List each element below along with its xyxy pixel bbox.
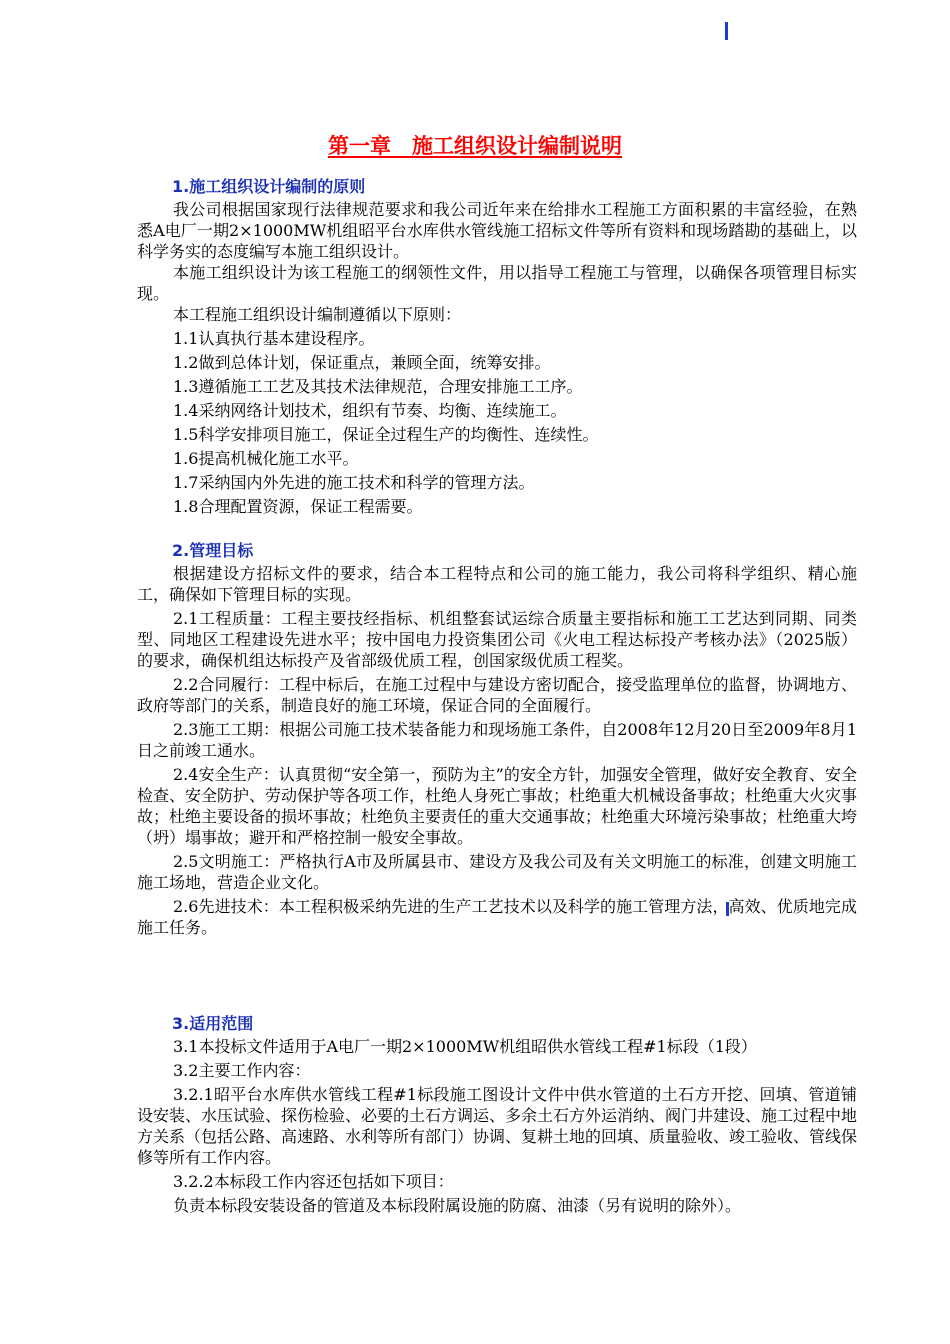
- paragraph: 3.2主要工作内容：: [173, 1061, 311, 1080]
- section-heading-1: 1.施工组织设计编制的原则: [172, 177, 366, 196]
- list-item: 1.5科学安排项目施工，保证全过程生产的均衡性、连续性。: [173, 425, 599, 444]
- paragraph: 2.4安全生产：认真贯彻“安全第一，预防为主”的安全方针，加强安全管理，做好安全教育、安全检查、安全防护、劳动保护等各项工作，杜绝人身死亡事故；杜绝重大机械设备事故；杜绝重大火灾事故；杜绝主要设备的损坏事故；杜绝负主要责任的重大交通事故；杜绝重大环境污染事故；杜绝重大垮（坍）塌事故；避开和严格控制一般安全事故。: [137, 765, 858, 847]
- list-item: 1.3遵循施工工艺及其技术法律规范，合理安排施工工序。: [173, 377, 583, 396]
- paragraph: 负责本标段安装设备的管道及本标段附属设施的防腐、油漆（另有说明的除外）。: [173, 1196, 742, 1215]
- paragraph: 3.2.1昭平台水库供水管线工程#1标段施工图设计文件中供水管道的土石方开挖、回填、管道铺设安装、水压试验、探伤检验、必要的土石方调运、多余土石方外运消纳、阀门井建设、施工过程中地方关系（包括公路、高速路、水利等所有部门）协调、复耕土地的回填、质量验收、竣工验收、管线保修等所有工作内容。: [137, 1085, 858, 1167]
- paragraph: 2.1工程质量：工程主要技经指标、机组整套试运综合质量主要指标和施工工艺达到同期、同类型、同地区工程建设先进水平；按中国电力投资集团公司《火电工程达标投产考核办法》（2025版）的要求，确保机组达标投产及省部级优质工程，创国家级优质工程奖。: [137, 609, 857, 670]
- list-item: 1.8合理配置资源，保证工程需要。: [173, 497, 423, 516]
- list-item: 1.2做到总体计划，保证重点，兼顾全面，统筹安排。: [173, 353, 551, 372]
- paragraph: 3.1本投标文件适用于A电厂一期2×1000MW机组昭供水管线工程#1标段（1段）: [173, 1037, 757, 1056]
- paragraph: 本工程施工组织设计编制遵循以下原则：: [173, 305, 462, 324]
- paragraph: 2.3施工工期：根据公司施工技术装备能力和现场施工条件，自2008年12月20日至2009年8月1日之前竣工通水。: [137, 720, 857, 760]
- text-cursor: [725, 22, 728, 40]
- paragraph: 3.2.2本标段工作内容还包括如下项目：: [173, 1172, 454, 1191]
- paragraph: 2.5文明施工：严格执行A市及所属县市、建设方及我公司及有关文明施工的标准，创建文明施工施工场地，营造企业文化。: [137, 852, 857, 892]
- section-heading-3: 3.适用范围: [172, 1014, 254, 1033]
- chapter-title: 第一章 施工组织设计编制说明: [328, 134, 622, 158]
- list-item: 1.1认真执行基本建设程序。: [173, 329, 375, 348]
- paragraph: 根据建设方招标文件的要求，结合本工程特点和公司的施工能力，我公司将科学组织、精心施工，确保如下管理目标的实现。: [137, 564, 857, 604]
- paragraph: 本施工组织设计为该工程施工的纲领性文件，用以指导工程施工与管理，以确保各项管理目标实现。: [137, 263, 857, 303]
- paragraph: 我公司根据国家现行法律规范要求和我公司近年来在给排水工程施工方面积累的丰富经验，在熟悉A电厂一期2×1000MW机组昭平台水库供水管线施工招标文件等所有资料和现场踏勘的基础上，以科学务实的态度编写本施工组织设计。: [137, 200, 857, 261]
- document-body: [137, 176, 857, 1219]
- list-item: 1.7采纳国内外先进的施工技术和科学的管理方法。: [173, 473, 535, 492]
- list-item: 1.4采纳网络计划技术，组织有节奏、均衡、连续施工。: [173, 401, 567, 420]
- section-heading-2: 2.管理目标: [172, 541, 254, 560]
- paragraph: 2.6先进技术：本工程积极采纳先进的生产工艺技术以及科学的施工管理方法，高效、优质地完成施工任务。: [137, 897, 857, 937]
- list-item: 1.6提高机械化施工水平。: [173, 449, 359, 468]
- paragraph: 2.2合同履行：工程中标后，在施工过程中与建设方密切配合，接受监理单位的监督，协调地方、政府等部门的关系，制造良好的施工环境，保证合同的全面履行。: [137, 675, 857, 715]
